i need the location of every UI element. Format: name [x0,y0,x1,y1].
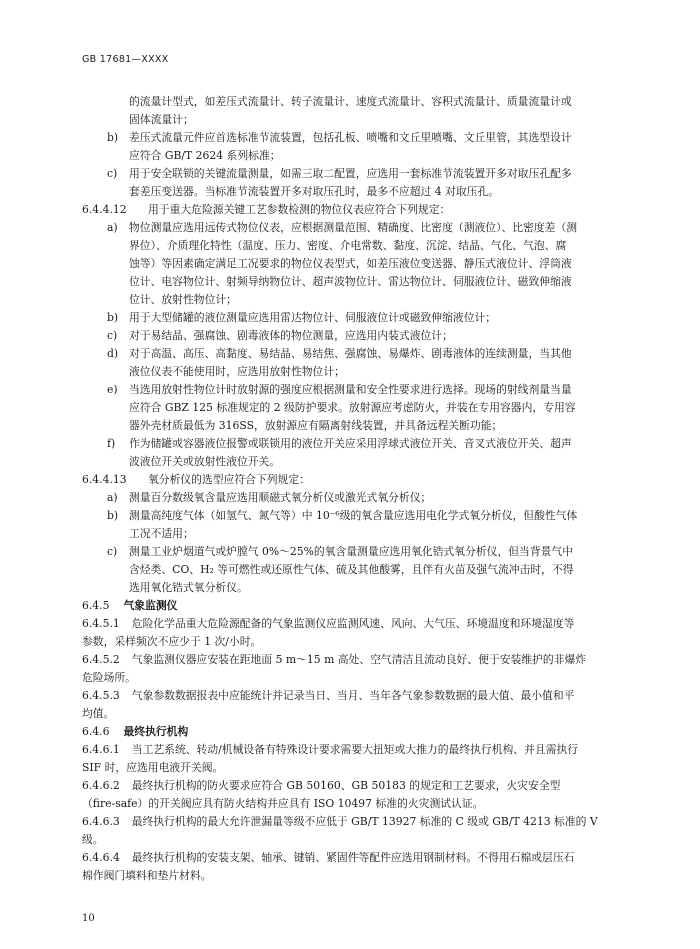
list-item [82,507,642,543]
text-line: 均值。 [82,707,115,720]
text-line: 差压式流量元件应首选标准节流装置，包括孔板、喷嘴和文丘里喷嘴、文丘里管，其选型设计 [129,131,572,144]
paragraph-text: 当工艺系统、转动/机械设备有特殊设计要求需要大扭矩或大推力的最终执行机构、并且需执行 [131,743,579,756]
text-line: 棉作阀门填料和垫片材料。 [82,869,212,882]
section-number: 6.4.6 [82,725,110,738]
item-marker: b) [107,131,119,144]
section-title: 气象监测仪 [123,599,178,612]
text-line: 危险场所。 [82,671,136,684]
text-line [82,651,642,669]
list-item [82,489,642,507]
text-line: 套差压变送器。当标准节流装置开多对取压孔时，最多不应超过 4 对取压孔。 [129,185,500,198]
item-marker: b) [107,509,119,522]
list-item [82,381,642,435]
document-body [82,93,642,885]
text-line: 位计、电容物位计、射频导纳物位计、超声波物位计、雷达物位计、伺服液位计、磁致伸缩液 [129,275,572,288]
paragraph [82,813,642,849]
text-line: 作为储罐或容器液位报警或联锁用的液位开关应采用浮球式液位开关、音叉式液位开关、超声 [129,437,572,450]
clause-text: 氧分析仪的选型应符合下列规定： [148,473,310,486]
text-line: 当选用放射性物位计时放射源的强度应根据测量和安全性要求进行选择。现场的射线剂量当量 [129,383,572,396]
item-marker: b) [107,311,119,324]
text-line: 含烃类、CO、H₂ 等可燃性或还原性气体、硫及其他酸雾，且伴有火苗及强气流冲击时，不得 [129,563,574,576]
list-item [82,435,642,471]
list-item [82,327,642,345]
item-marker: e) [107,383,118,396]
text-line: 应符合 GB/T 2624 系列标准； [129,149,281,162]
paragraph-number: 6.4.6.1 [82,743,120,756]
text-line: 界位）、介质理化特性（温度、压力、密度、介电常数、黏度、沉淀、结晶、气化、气泡、腐 [129,239,567,252]
item-marker: c) [107,545,118,558]
text-line: 对于高温、高压、高黏度、易结晶、易结焦、强腐蚀、易爆炸、剧毒液体的连续测量，当其他 [129,347,572,360]
text-line: （fire-safe）的开关阀应具有防火结构并应具有 ISO 10497 标准的火灾测试认证。 [82,797,484,810]
clause-heading [82,201,642,219]
paragraph-text: 最终执行机构的最大允许泄漏量等级不应低于 GB/T 13927 标准的 C 级或 GB/T 4213 标准的 V [131,815,598,828]
text-line [82,849,642,867]
list-item [82,219,642,309]
text-line [82,741,642,759]
text-line [82,687,642,705]
text-line: 固体流量计； [129,113,194,126]
text-line: 工况不适用； [129,527,194,540]
item-marker: c) [107,329,118,342]
list-item [82,345,642,381]
text-line: 选用氧化锆式氧分析仪。 [129,581,248,594]
text-line: 用于安全联锁的关键流量测量，如需三取二配置，应选用一套标准节流装置开多对取压孔配多 [129,167,572,180]
text-line: 器外壳材质最低为 316SS，放射源应有隔离射线装置，并具备远程关断功能； [129,419,503,432]
text-line: SIF 时，应选用电液开关阀。 [82,761,224,774]
paragraph-number: 6.4.5.2 [82,653,120,666]
document-header: GB 17681—XXXX [82,54,169,65]
text-line: 测量百分数级氧含量应选用顺磁式氧分析仪或激光式氧分析仪； [129,491,432,504]
item-marker: c) [107,167,118,180]
clause-text: 用于重大危险源关键工艺参数检测的物位仪表应符合下列规定： [148,203,451,216]
list-item [82,129,642,165]
text-line [82,777,642,795]
paragraph-number: 6.4.6.4 [82,851,120,864]
item-marker: a) [107,221,118,234]
section-title: 最终执行机构 [123,725,189,738]
item-marker: a) [107,491,118,504]
clause-heading [82,471,642,489]
text-line: 级。 [82,833,104,846]
text-line: 对于易结晶、强腐蚀、剧毒液体的物位测量，应选用内装式液位计； [129,329,453,342]
paragraph [82,777,642,813]
paragraph-text: 气象参数数据报表中应能统计并记录当日、当月、当年各气象参数数据的最大值、最小值和平 [131,689,575,702]
item-marker: f) [107,437,116,450]
list-item [82,165,642,201]
paragraph-number: 6.4.5.3 [82,689,120,702]
section-number: 6.4.5 [82,599,110,612]
paragraph [82,849,642,885]
text-line: 液位仪表不能使用时，应选用放射性物位计； [129,365,345,378]
list-item [82,309,642,327]
paragraph [82,687,642,723]
paragraph [82,615,642,651]
list-item [82,543,642,597]
paragraph-text: 气象监测仪器应安装在距地面 5 m～15 m 高处、空气清洁且流动良好、便于安装维护的非爆炸 [131,653,587,666]
continuation-text [82,93,642,129]
paragraph [82,651,642,687]
text-line: 应符合 GBZ 125 标准规定的 2 级防护要求。放射源应考虑防火，并装在专用容器内，专用容 [129,401,576,414]
text-line: 物位测量应选用远传式物位仪表，应根据测量范围、精确度、比密度（测液位）、比密度差（测 [129,221,578,234]
text-line [82,813,642,831]
paragraph-text: 最终执行机构的安装支架、轴承、键销、紧固件等配件应选用钢制材料。不得用石棉或层压石 [131,851,575,864]
text-line: 测量工业炉烟道气或炉膛气 0%～25%的氧含量测量应选用氧化锆式氧分析仪，但当背景气中 [129,545,574,558]
paragraph-number: 6.4.5.1 [82,617,120,630]
text-line: 蚀等）等因素确定满足工况要求的物位仪表型式，如差压液位变送器、静压式液位计、浮筒液 [129,257,572,270]
text-line: 测量高纯度气体（如氢气、氮气等）中 10⁻⁶级的氧含量应选用电化学式氧分析仪，但酸性气体 [129,509,578,522]
paragraph-text: 最终执行机构的防火要求应符合 GB 50160、GB 50183 的规定和工艺要求，火灾安全型 [131,779,561,792]
text-line [82,615,642,633]
paragraph-text: 危险化学品重大危险源配备的气象监测仪应监测风速、风向、大气压、环境温度和环境湿度等 [131,617,575,630]
text-line: 用于大型储罐的液位测量应选用雷达物位计、伺服液位计或磁致伸缩液位计； [129,311,497,324]
paragraph-number: 6.4.6.3 [82,815,120,828]
paragraph-number: 6.4.6.2 [82,779,120,792]
clause-number: 6.4.4.13 [82,473,127,486]
text-line: 波液位开关或放射性液位开关。 [129,455,281,468]
clause-number: 6.4.4.12 [82,203,127,216]
item-marker: d) [107,347,119,360]
page-number: 10 [82,913,95,924]
text-line: 的流量计型式，如差压式流量计、转子流量计、速度式流量计、容积式流量计、质量流量计或 [129,95,572,108]
text-line: 位计、放射性物位计； [129,293,237,306]
section-heading [82,597,642,615]
paragraph [82,741,642,777]
section-heading [82,723,642,741]
text-line: 参数，采样频次不应少于 1 次/小时。 [82,635,262,648]
